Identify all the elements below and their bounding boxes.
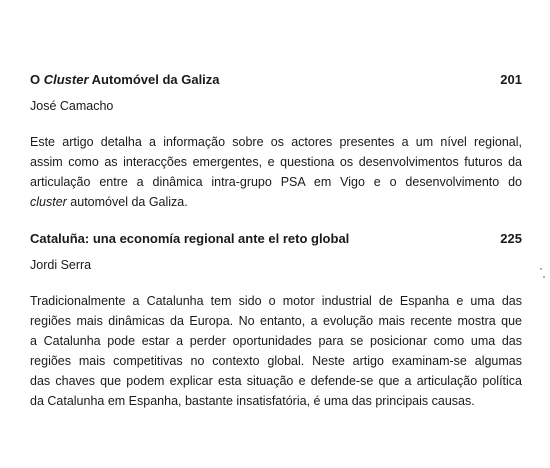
abstract-line: da Catalunha em Espanha, bastante insatisfatória, é uma das principais causas. (30, 394, 475, 408)
article-abstract (30, 132, 522, 212)
page-number: 201 (500, 72, 522, 87)
article-entry-2 (30, 230, 522, 411)
abstract-line: articulação entre a dinâmica intra-grupo PSA em Vigo e o desenvolvimento do (30, 175, 522, 189)
scan-speck (540, 268, 542, 270)
author-name: Jordi Serra (30, 258, 92, 272)
abstract-line: Tradicionalmente a Catalunha tem sido o motor industrial de Espanha e uma das (30, 294, 522, 308)
article-title-row (30, 71, 522, 89)
abstract-line: regiões mais dinâmicas da Europa. No entanto, a evolução mais recente mostra que (30, 314, 522, 328)
abstract-line: cluster automóvel da Galiza. (30, 195, 188, 209)
page-number: 225 (500, 231, 522, 246)
article-entry-1 (30, 71, 522, 212)
abstract-line: a Catalunha pode estar a perder oportunidades para se posicionar como uma das (30, 334, 522, 348)
scan-speck (543, 276, 545, 278)
article-title-row (30, 230, 522, 248)
article-title: Cataluña: una economía regional ante el reto global (30, 231, 350, 246)
abstract-line: Este artigo detalha a informação sobre os actores presentes a um nível regional, (30, 135, 522, 149)
abstract-line: das chaves que podem explicar esta situação e defende-se que a articulação política (30, 374, 522, 388)
abstract-line: regiões mais competitivas no contexto global. Neste artigo examinam-se algumas (30, 354, 522, 368)
article-title: O Cluster Automóvel da Galiza (30, 72, 220, 87)
article-abstract (30, 291, 522, 411)
author-name: José Camacho (30, 99, 114, 113)
article-title-italic: Cluster (43, 72, 89, 87)
abstract-line: assim como as interacções emergentes, e questiona os desenvolvimentos futuros da (30, 155, 522, 169)
